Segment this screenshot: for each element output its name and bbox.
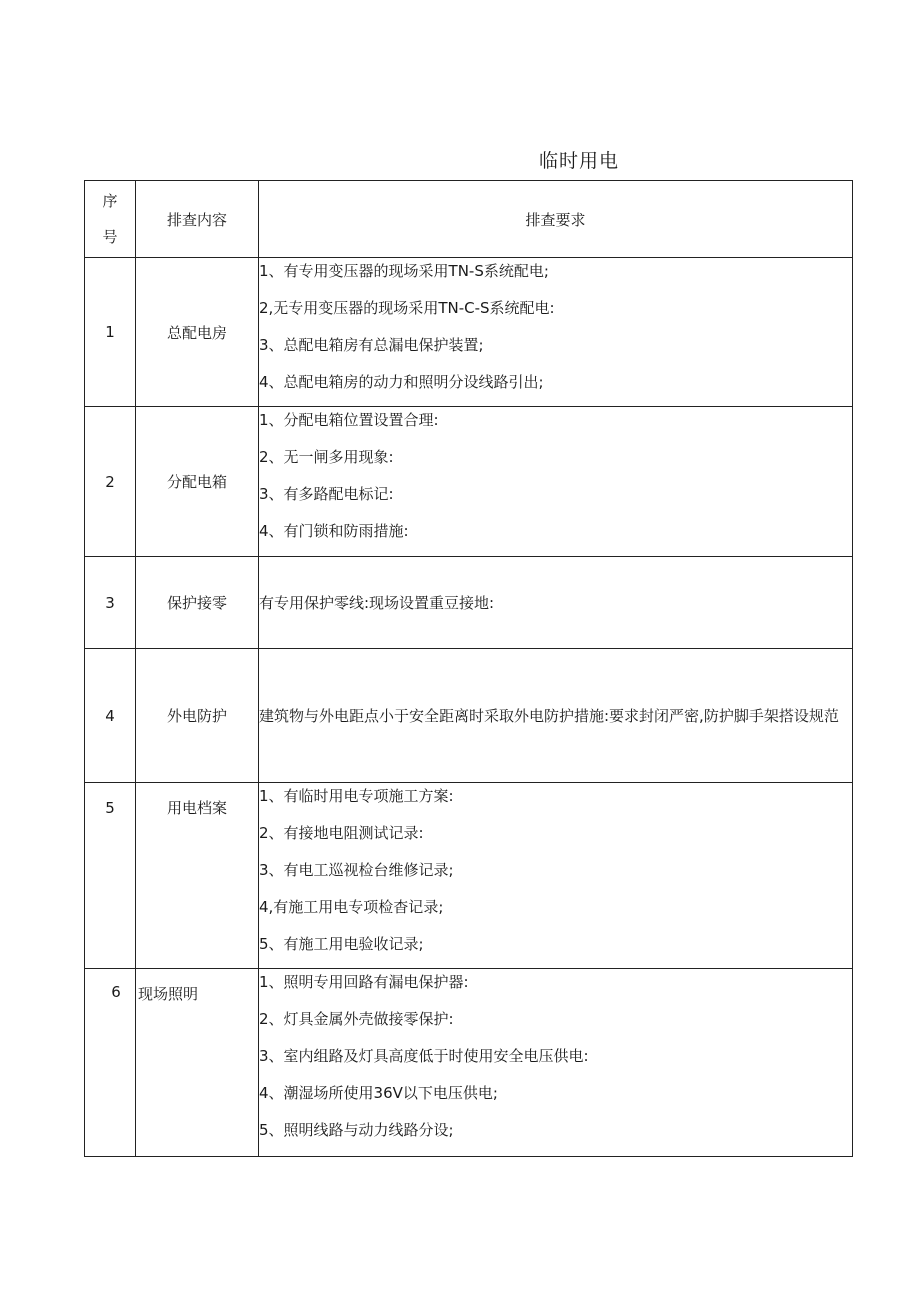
- row-number: 4: [85, 649, 136, 783]
- row-item: 用电档案: [136, 783, 259, 969]
- table-row: [85, 407, 853, 557]
- row-item: 保护接零: [136, 557, 259, 649]
- requirement-line: 4、有门锁和防雨措施:: [259, 522, 409, 540]
- row-requirements: [259, 557, 853, 649]
- requirement-line: 4、潮湿场所使用36V以下电压供电;: [259, 1084, 498, 1102]
- requirement-line: 2、无一闸多用现象:: [259, 448, 394, 466]
- table-header-row: [85, 181, 853, 258]
- row-item: 外电防护: [136, 649, 259, 783]
- requirement-line: 2、有接地电阻测试记录:: [259, 824, 424, 842]
- requirement-line: 3、有电工巡视检台维修记录;: [259, 861, 454, 879]
- row-item: 现场照明: [136, 969, 259, 1157]
- table-row: [85, 258, 853, 407]
- row-number: 3: [85, 557, 136, 649]
- row-number: 2: [85, 407, 136, 557]
- requirement-line: 1、照明专用回路有漏电保护器:: [259, 973, 469, 991]
- row-item: 总配电房: [136, 258, 259, 407]
- page-title: 临时用电: [538, 150, 619, 172]
- requirement-line: 5、有施工用电验收记录;: [259, 935, 424, 953]
- requirement-line: 有专用保护零线:现场设置重豆接地:: [259, 594, 495, 612]
- table-row: [85, 969, 853, 1157]
- requirement-line: 5、照明线路与动力线路分设;: [259, 1121, 454, 1139]
- inspection-table: [84, 180, 853, 1157]
- table-row: [85, 783, 853, 969]
- header-item: 排查内容: [136, 181, 259, 258]
- header-no-top: 序: [102, 192, 118, 210]
- requirement-paragraph: 建筑物与外电距点小于安全距离时采取外电防护措施:要求封闭严密,防护脚手架搭设规范: [259, 706, 839, 725]
- requirement-line: 3、室内组路及灯具高度低于时使用安全电压供电:: [259, 1047, 589, 1065]
- row-requirements: [259, 258, 853, 407]
- requirement-line: 3、有多路配电标记:: [259, 485, 394, 503]
- row-requirements: [259, 649, 853, 783]
- requirement-line: 3、总配电箱房有总漏电保护装置;: [259, 336, 484, 354]
- requirement-line: 1、有专用变压器的现场采用TN-S系统配电;: [259, 262, 549, 280]
- requirement-line: 1、有临时用电专项施工方案:: [259, 787, 454, 805]
- header-no: [85, 181, 136, 258]
- table-row: [85, 557, 853, 649]
- row-requirements: [259, 407, 853, 557]
- requirement-line: 2,无专用变压器的现场采用TN-C-S系统配电:: [259, 299, 555, 317]
- row-item: 分配电箱: [136, 407, 259, 557]
- requirement-line: 2、灯具金属外壳做接零保护:: [259, 1010, 454, 1028]
- row-requirements: [259, 783, 853, 969]
- requirement-line: 4、总配电箱房的动力和照明分设线路引出;: [259, 373, 544, 391]
- table-row: [85, 649, 853, 783]
- row-number: 6: [85, 969, 136, 1157]
- row-number: 1: [85, 258, 136, 407]
- row-requirements: [259, 969, 853, 1157]
- requirement-line: 4,有施工用电专项检杳记录;: [259, 898, 444, 916]
- requirement-line: 1、分配电箱位置设置合理:: [259, 411, 439, 429]
- header-requirement: 排查要求: [259, 181, 853, 258]
- header-no-bottom: 号: [102, 228, 118, 246]
- row-number: 5: [85, 783, 136, 969]
